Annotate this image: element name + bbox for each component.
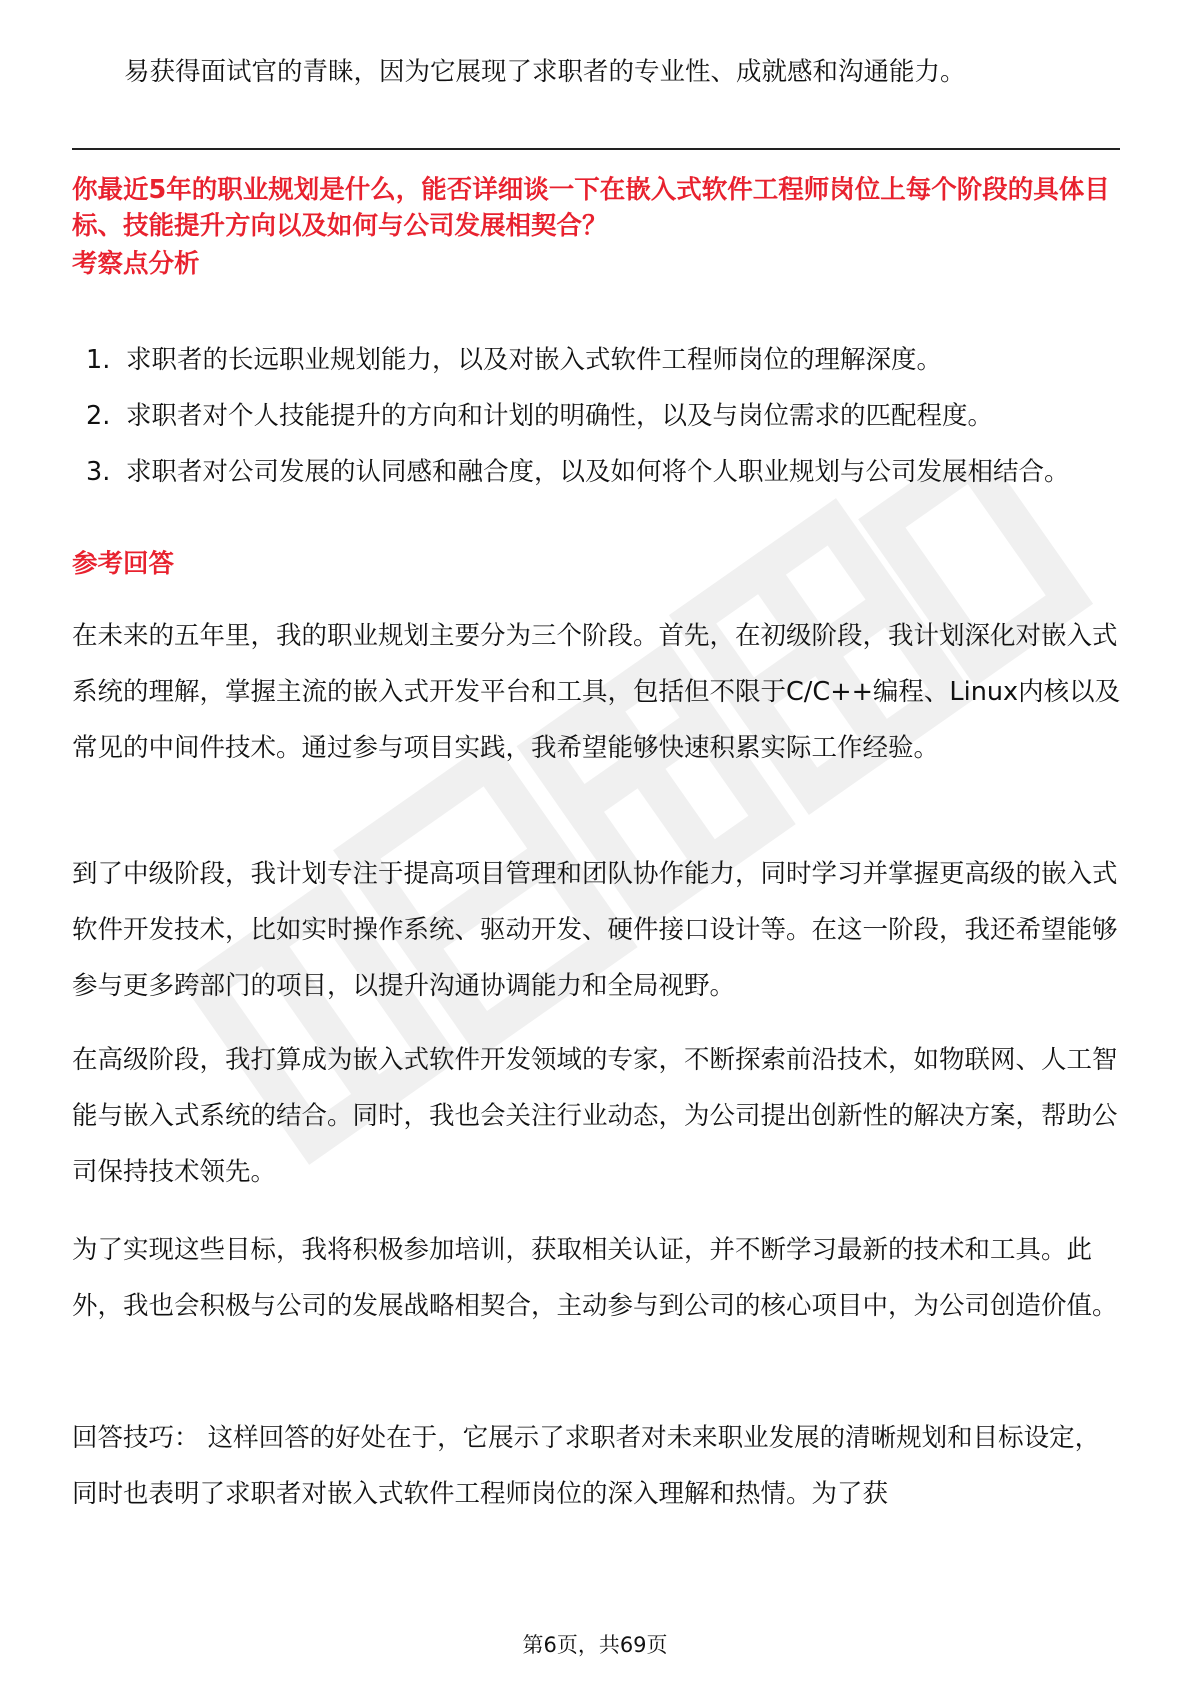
analysis-list [72,332,1122,500]
list-item-number: 3. [86,457,111,487]
question-heading: 你最近5年的职业规划是什么，能否详细谈一下在嵌入式软件工程师岗位上每个阶段的具体目标、技能提升方向以及如何与公司发展相契合？ [72,175,1110,241]
answer-paragraph-1: 在未来的五年里，我的职业规划主要分为三个阶段。首先，在初级阶段，我计划深化对嵌入式系统的理解，掌握主流的嵌入式开发平台和工具，包括但不限于C/C++编程、Linux内核以及常见的中间件技术。通过参与项目实践，我希望能够快速积累实际工作经验。 [72,621,1121,763]
list-item [72,444,1122,500]
page-number-footer: 第6页，共69页 [522,1633,668,1657]
answer-title: 参考回答 [72,549,175,579]
continued-text: 易获得面试官的青睐，因为它展现了求职者的专业性、成就感和沟通能力。 [124,57,966,87]
answer-paragraph-3: 在高级阶段，我打算成为嵌入式软件开发领域的专家，不断探索前沿技术，如物联网、人工智能与嵌入式系统的结合。同时，我也会关注行业动态，为公司提出创新性的解决方案，帮助公司保持技术领先。 [72,1045,1118,1187]
list-item [72,332,1122,388]
analysis-title: 考察点分析 [72,249,200,279]
list-item-number: 2. [86,401,111,431]
section-divider [72,148,1120,150]
list-item-text: 求职者对公司发展的认同感和融合度，以及如何将个人职业规划与公司发展相结合。 [126,457,1070,487]
list-item-text: 求职者的长远职业规划能力，以及对嵌入式软件工程师岗位的理解深度。 [126,345,943,375]
list-item-text: 求职者对个人技能提升的方向和计划的明确性，以及与岗位需求的匹配程度。 [126,401,994,431]
list-item-number: 1. [86,345,111,375]
list-item [72,388,1122,444]
answer-paragraph-4: 为了实现这些目标，我将积极参加培训，获取相关认证，并不断学习最新的技术和工具。此外，我也会积极与公司的发展战略相契合，主动参与到公司的核心项目中，为公司创造价值。 [72,1235,1118,1321]
answer-tip-paragraph: 回答技巧： 这样回答的好处在于，它展示了求职者对未来职业发展的清晰规划和目标设定，同时也表明了求职者对嵌入式软件工程师岗位的深入理解和热情。为了获 [72,1423,1101,1509]
answer-paragraph-2: 到了中级阶段，我计划专注于提高项目管理和团队协作能力，同时学习并掌握更高级的嵌入式软件开发技术，比如实时操作系统、驱动开发、硬件接口设计等。在这一阶段，我还希望能够参与更多跨部门的项目，以提升沟通协调能力和全局视野。 [72,859,1118,1001]
